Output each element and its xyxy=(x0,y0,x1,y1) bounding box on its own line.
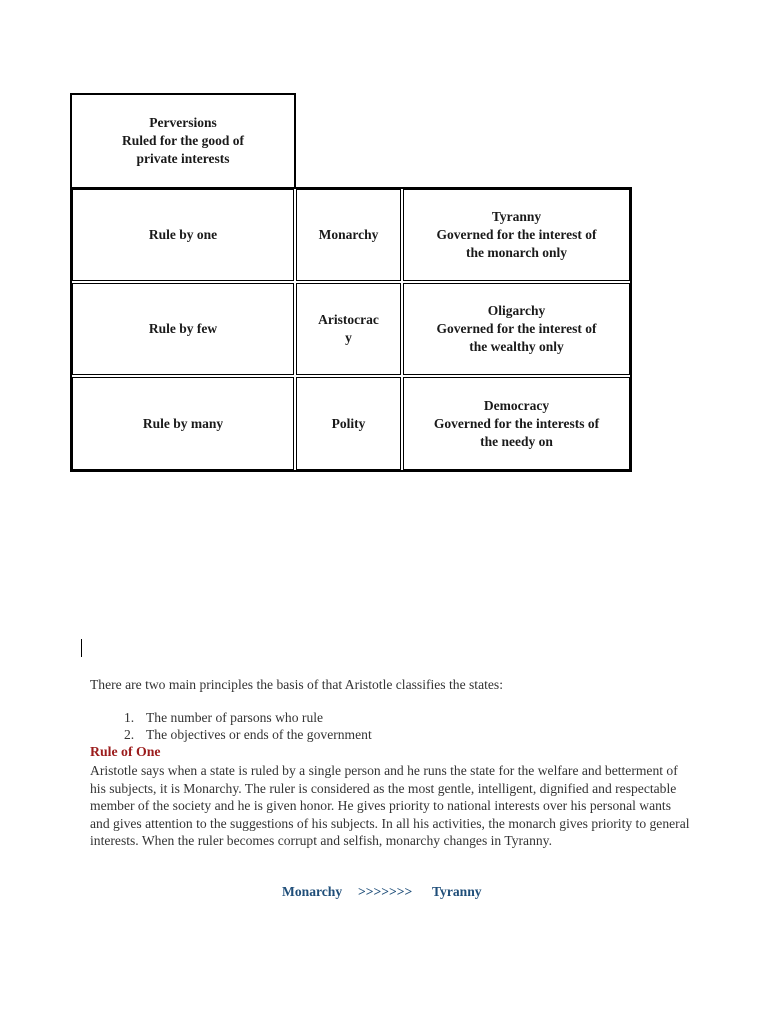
section-heading: Rule of One xyxy=(90,744,161,759)
list-item xyxy=(124,709,323,726)
rule-cell xyxy=(72,283,294,375)
rule-cell xyxy=(72,189,294,281)
intro-text: There are two main principles the basis of that Aristotle classifies the states: xyxy=(90,677,503,692)
header-line-2: Ruled for the good of xyxy=(121,133,244,148)
table-header-cell xyxy=(70,93,296,189)
perversion-name: Tyranny xyxy=(491,209,542,224)
list-item xyxy=(124,726,372,743)
form-label: Monarchy xyxy=(318,227,379,242)
perversion-desc-1: Governed for the interest of xyxy=(436,321,597,336)
list-number: 2. xyxy=(124,727,135,742)
perversion-cell xyxy=(403,377,630,470)
perversion-desc-1: Governed for the interest of xyxy=(436,227,597,242)
rule-label: Rule by few xyxy=(148,321,218,336)
form-label-cont: y xyxy=(345,330,352,345)
list-text: The objectives or ends of the government xyxy=(146,727,372,742)
perversion-name: Democracy xyxy=(483,397,550,413)
form-label: Aristocrac xyxy=(318,312,379,327)
perversion-desc-2: the needy on xyxy=(480,433,553,449)
text-cursor xyxy=(81,639,82,657)
form-label: Polity xyxy=(331,415,366,431)
header-line-1: Perversions xyxy=(149,115,217,130)
perversion-name: Oligarchy xyxy=(487,303,546,318)
rule-cell xyxy=(72,377,294,470)
form-cell xyxy=(296,377,401,470)
form-cell xyxy=(296,283,401,375)
body-paragraph: Aristotle says when a state is ruled by a single person and he runs the state for the welfare and betterment of his subjects, it is Monarchy. The ruler is considered as the most gentle, intelligent, dignified and respectable member of the society and he is given honor. He gives priority to national interests over his personal wants and gives attention to the suggestions of his subjects. In all his activities, the monarch gives priority to general interests. When the ruler becomes corrupt and selfish, monarchy changes in Tyranny. xyxy=(90,763,690,848)
form-cell xyxy=(296,189,401,281)
rule-label: Rule by many xyxy=(142,415,224,431)
perversion-cell xyxy=(403,189,630,281)
flow-arrow: >>>>>>> xyxy=(358,884,413,899)
list-text: The number of parsons who rule xyxy=(146,710,324,725)
flow-from: Monarchy xyxy=(282,884,343,899)
list-number: 1. xyxy=(124,710,135,725)
perversion-desc-2: the wealthy only xyxy=(469,339,564,354)
perversion-desc-2: the monarch only xyxy=(465,245,567,260)
header-line-3: private interests xyxy=(136,151,230,166)
flow-to: Tyranny xyxy=(432,884,482,899)
perversion-desc-1: Governed for the interests of xyxy=(433,415,600,431)
perversion-cell xyxy=(403,283,630,375)
rule-label: Rule by one xyxy=(148,227,218,242)
